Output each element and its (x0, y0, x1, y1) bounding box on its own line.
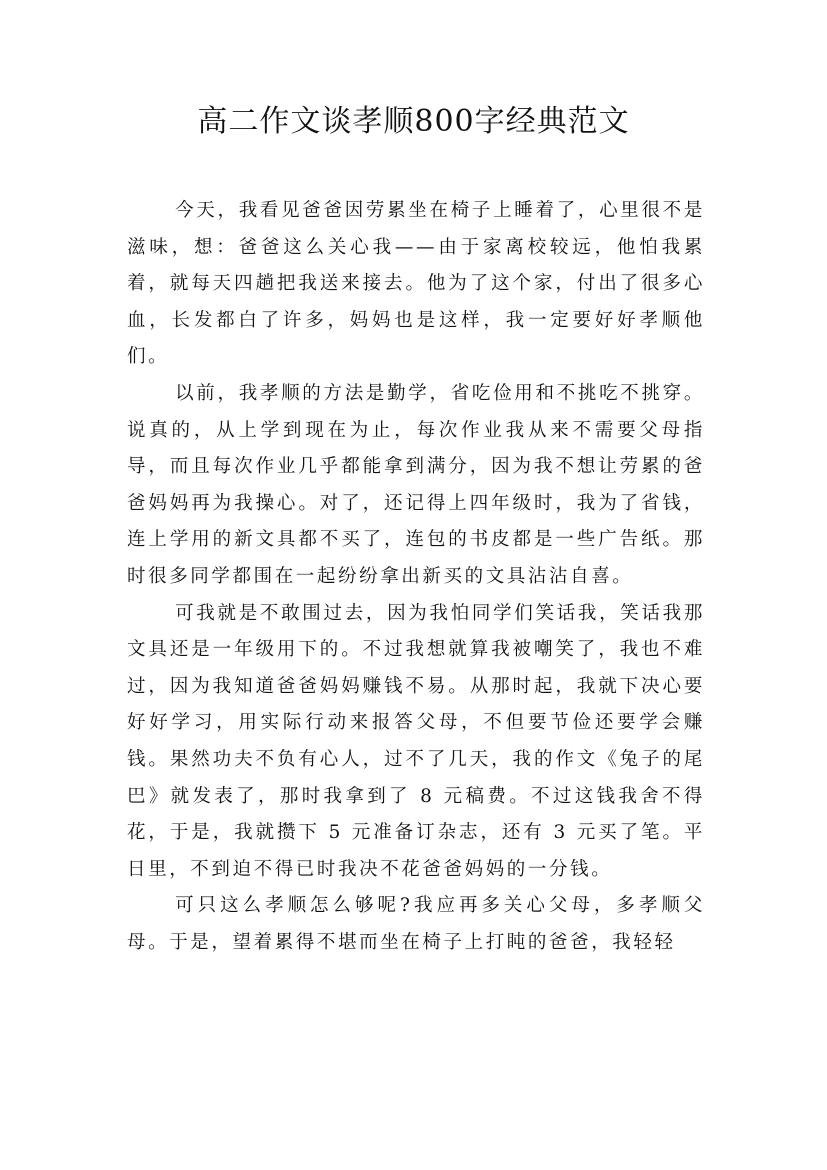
document-body (127, 193, 705, 961)
paragraph-2: 以前，我孝顺的方法是勤学，省吃俭用和不挑吃不挑穿。说真的，从上学到现在为止，每次作业我从来不需要父母指导，而且每次作业几乎都能拿到满分，因为我不想让劳累的爸爸妈妈再为我操心。对了，还记得上四年级时，我为了省钱，连上学用的新文具都不买了，连包的书皮都是一些广告纸。那时很多同学都围在一起纷纷拿出新买的文具沾沾自喜。 (127, 382, 705, 587)
document-title: 高二作文谈孝顺800字经典范文 (197, 104, 630, 139)
paragraph-3: 可我就是不敢围过去，因为我怕同学们笑话我，笑话我那文具还是一年级用下的。不过我想就算我被嘲笑了，我也不难过，因为我知道爸爸妈妈赚钱不易。从那时起，我就下决心要好好学习，用实际行动来报答父母，不但要节俭还要学会赚钱。果然功夫不负有心人，过不了几天，我的作文《兔子的尾巴》就发表了，那时我拿到了 8 元稿费。不过这钱我舍不得花，于是，我就攒下 5 元准备订杂志，还有 3 元买了笔。平日里，不到迫不得已时我决不花爸爸妈妈的一分钱。 (127, 602, 705, 880)
paragraph-4: 可只这么孝顺怎么够呢?我应再多关心父母，多孝顺父母。于是，望着累得不堪而坐在椅子上打盹的爸爸，我轻轻 (127, 895, 705, 953)
paragraph-1: 今天，我看见爸爸因劳累坐在椅子上睡着了，心里很不是滋味，想：爸爸这么关心我——由于家离校较远，他怕我累着，就每天四趟把我送来接去。他为了这个家，付出了很多心血，长发都白了许多，妈妈也是这样，我一定要好好孝顺他们。 (127, 200, 705, 368)
